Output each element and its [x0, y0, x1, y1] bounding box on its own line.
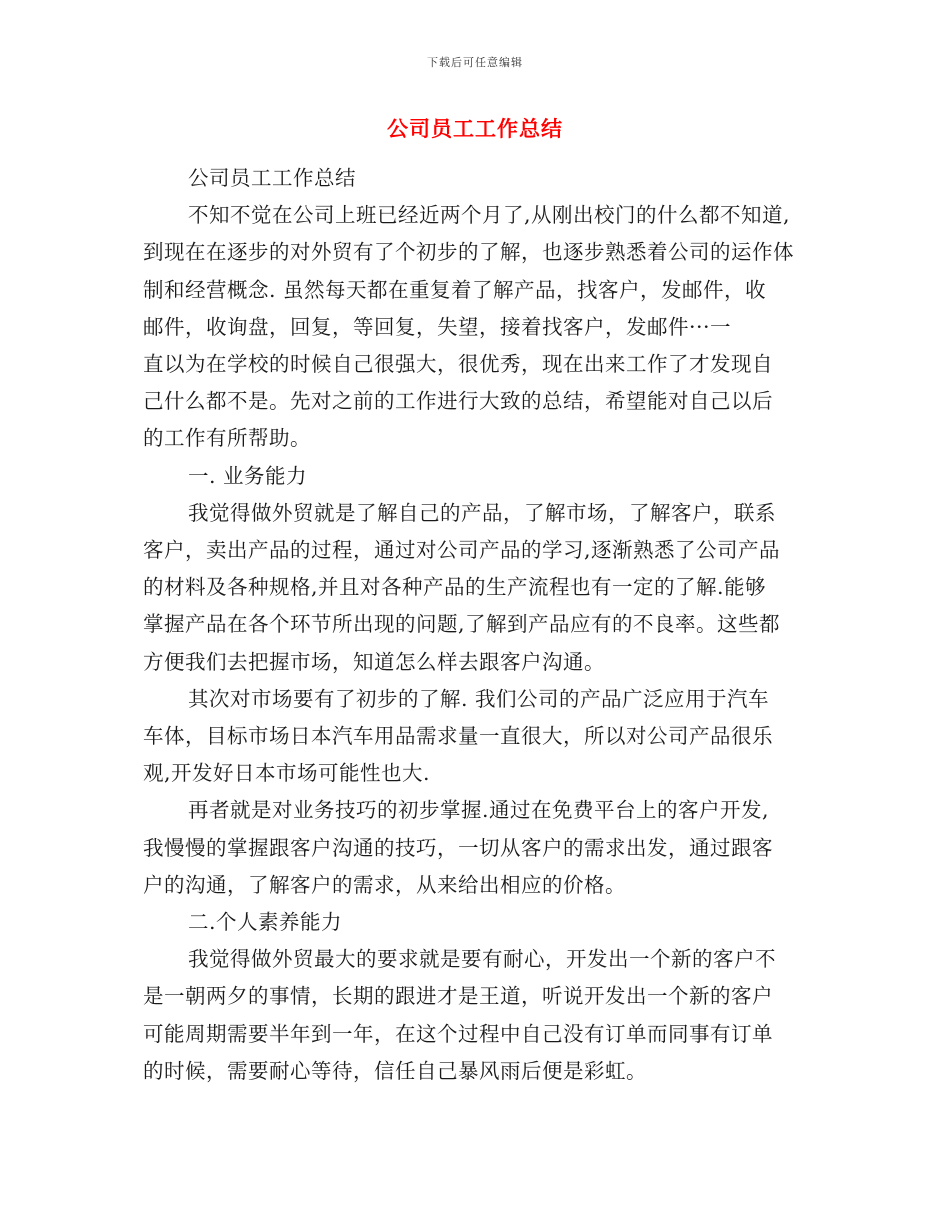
text-line: 我觉得做外贸就是了解自己的产品，了解市场，了解客户，联系 [188, 500, 776, 525]
text-line: 客户，卖出产品的过程，通过对公司产品的学习,逐渐熟悉了公司产品 [143, 538, 781, 563]
text-line: 己什么都不是。先对之前的工作进行大致的总结，希望能对自己以后 [143, 389, 773, 414]
text-line: 的时候，需要耐心等待，信任自己暴风雨后便是彩虹。 [143, 1058, 647, 1083]
text-line: 我慢慢的掌握跟客户沟通的技巧，一切从客户的需求出发，通过跟客 [143, 835, 773, 860]
header-note: 下载后可任意编辑 [427, 56, 523, 69]
section-heading-personal [143, 904, 813, 941]
text-line: 到现在在逐步的对外贸有了个初步的了解，也逐步熟悉着公司的运作体 [143, 240, 794, 265]
text-line: 是一朝两夕的事情，长期的跟进才是王道，听说开发出一个新的客户 [143, 984, 773, 1009]
paragraph-business-1 [143, 495, 813, 681]
text-line: 制和经营概念. 虽然每天都在重复着了解产品，找客户，发邮件，收 [143, 277, 767, 302]
paragraph-personal-1 [143, 941, 813, 1090]
text-line: 掌握产品在各个环节所出现的问题,了解到产品应有的不良率。这些都 [143, 612, 781, 637]
paragraph-subtitle [143, 160, 813, 197]
document-title: 公司员工工作总结 [387, 116, 563, 141]
text-line: 邮件，收询盘，回复，等回复，失望，接着找客户，发邮件···一 [143, 314, 732, 339]
text-line: 不知不觉在公司上班已经近两个月了,从刚出校门的什么都不知道, [188, 203, 791, 228]
text-line: 再者就是对业务技巧的初步掌握.通过在免费平台上的客户开发, [188, 798, 770, 823]
paragraph-business-3 [143, 792, 813, 904]
text-line: 直以为在学校的时候自己很强大，很优秀，现在出来工作了才发现自 [143, 352, 773, 377]
text-line: 车体，目标市场日本汽车用品需求量一直很大，所以对公司产品很乐 [143, 724, 773, 749]
document-body [143, 160, 813, 1090]
paragraph-business-2 [143, 681, 813, 793]
text-line: 的材料及各种规格,并且对各种产品的生产流程也有一定的了解.能够 [143, 575, 767, 600]
text-line: 方便我们去把握市场，知道怎么样去跟客户沟通。 [143, 649, 605, 674]
paragraph-intro [143, 197, 813, 457]
text-line: 户的沟通，了解客户的需求，从来给出相应的价格。 [143, 872, 626, 897]
text-line: 一. 业务能力 [188, 463, 308, 488]
section-heading-business [143, 458, 813, 495]
text-line: 观,开发好日本市场可能性也大. [143, 761, 431, 786]
text-line: 公司员工工作总结 [188, 166, 356, 190]
text-line: 的工作有所帮助。 [143, 426, 311, 451]
text-line: 我觉得做外贸最大的要求就是要有耐心，开发出一个新的客户不 [188, 947, 776, 972]
text-line: 可能周期需要半年到一年，在这个过程中自己没有订单而同事有订单 [143, 1021, 773, 1046]
text-line: 二.个人素养能力 [188, 910, 343, 935]
text-line: 其次对市场要有了初步的了解. 我们公司的产品广泛应用于汽车 [188, 686, 770, 711]
